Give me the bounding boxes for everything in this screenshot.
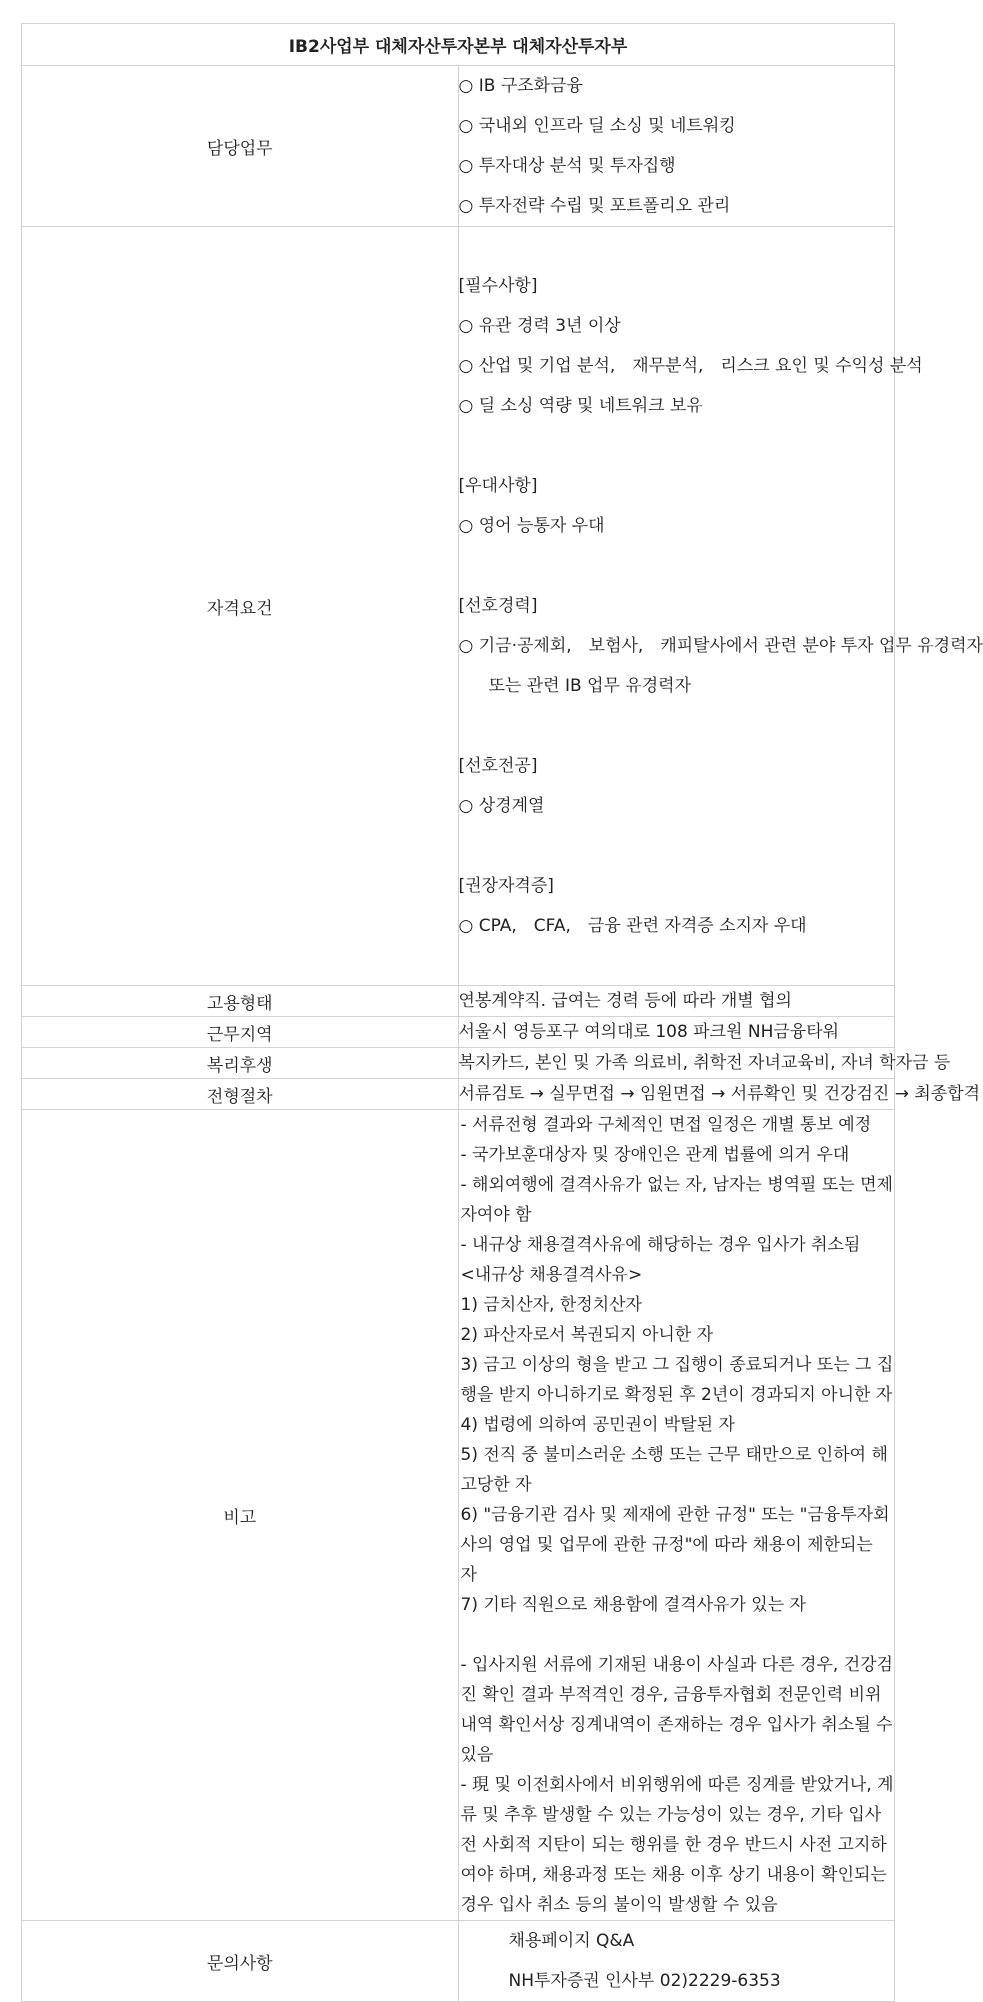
notes-content xyxy=(458,1110,895,1921)
process-row xyxy=(22,1079,895,1110)
note-item: 5) 전직 중 불미스러운 소행 또는 근무 태만으로 인하여 해고당한 자 xyxy=(460,1445,888,1495)
employment-row xyxy=(22,986,895,1017)
duty-item: ○ 국내외 인프라 딜 소싱 및 네트워킹 xyxy=(458,116,736,136)
duties-label: 담당업무 xyxy=(22,66,459,227)
inquiry-item: NH투자증권 인사부 02)2229-6353 xyxy=(508,1971,781,1991)
employment-text: 연봉계약직. 급여는 경력 등에 따라 개별 협의 xyxy=(458,991,792,1011)
notes-label: 비고 xyxy=(22,1110,459,1921)
note-item: 1) 금치산자, 한정치산자 xyxy=(460,1295,642,1315)
inquiry-item: 채용페이지 Q&A xyxy=(508,1931,635,1951)
qualifications-label: 자격요건 xyxy=(22,227,459,986)
career-item-continuation: 또는 관련 IB 업무 유경력자 xyxy=(488,676,692,696)
job-posting-table xyxy=(21,23,983,2002)
employment-label: 고용형태 xyxy=(22,986,459,1017)
note-item: - 서류전형 결과와 구체적인 면접 일정은 개별 통보 예정 xyxy=(460,1115,872,1135)
note-item: - 국가보훈대상자 및 장애인은 관계 법률에 의거 우대 xyxy=(460,1145,850,1165)
required-header: [필수사항] xyxy=(458,276,538,296)
welfare-value xyxy=(458,1048,951,1079)
inquiry-row xyxy=(22,1921,895,2002)
location-row xyxy=(22,1017,895,1048)
note-item: - 내규상 채용결격사유에 해당하는 경우 입사가 취소됨 xyxy=(460,1235,861,1255)
note-item: - 해외여행에 결격사유가 없는 자, 남자는 병역필 또는 면제자여야 함 xyxy=(460,1175,893,1225)
welfare-row xyxy=(22,1048,895,1079)
required-item: ○ 딜 소싱 역량 및 네트워크 보유 xyxy=(458,396,703,416)
inquiry-label: 문의사항 xyxy=(22,1921,459,2002)
cert-item: ○ CPA, CFA, 금융 관련 자격증 소지자 우대 xyxy=(458,916,807,936)
welfare-text: 복지카드, 본인 및 가족 의료비, 취학전 자녀교육비, 자녀 학자금 등 xyxy=(458,1053,951,1073)
note-item: 3) 금고 이상의 형을 받고 그 집행이 종료되거나 또는 그 집행을 받지 아니하기로 확정된 후 2년이 경과되지 아니한 자 xyxy=(460,1355,894,1405)
major-header: [선호전공] xyxy=(458,756,538,776)
qualifications-row xyxy=(22,227,895,986)
major-item: ○ 상경계열 xyxy=(458,796,545,816)
location-value xyxy=(458,1017,895,1048)
note-item: - 現 및 이전회사에서 비위행위에 따른 징계를 받았거나, 계류 및 추후 발생할 수 있는 가능성이 있는 경우, 기타 입사 전 사회적 지탄이 되는 행위를 한 경우 반드시 사전 고지하여야 하며, 채용과정 또는 채용 이후 상기 내용이 확인되는 경우 입사 취소 등의 불이익 발생할 수 있음 xyxy=(460,1775,894,1915)
location-text: 서울시 영등포구 여의대로 108 파크원 NH금융타워 xyxy=(458,1022,840,1042)
note-item: - 입사지원 서류에 기재된 내용이 사실과 다른 경우, 건강검진 확인 결과 부적격인 경우, 금융투자협회 전문인력 비위내역 확인서상 징계내역이 존재하는 경우 입사가 취소될 수 있음 xyxy=(460,1655,893,1765)
welfare-label: 복리후생 xyxy=(22,1048,459,1079)
note-item: 7) 기타 직원으로 채용함에 결격사유가 있는 자 xyxy=(460,1595,806,1615)
duty-item: ○ 투자전략 수립 및 포트폴리오 관리 xyxy=(458,196,731,216)
duty-item: ○ 투자대상 분석 및 투자집행 xyxy=(458,156,676,176)
process-value xyxy=(458,1079,981,1110)
required-item: ○ 산업 및 기업 분석, 재무분석, 리스크 요인 및 수익성 분석 xyxy=(458,356,923,376)
preferred-item: ○ 영어 능통자 우대 xyxy=(458,516,605,536)
duty-item: ○ IB 구조화금융 xyxy=(458,76,583,96)
title-row xyxy=(22,24,895,66)
note-item: 6) "금융기관 검사 및 제재에 관한 규정" 또는 "금융투자회사의 영업 및 업무에 관한 규정"에 따라 채용이 제한되는 자 xyxy=(460,1505,890,1585)
career-header: [선호경력] xyxy=(458,596,538,616)
cert-header: [권장자격증] xyxy=(458,876,554,896)
duties-content xyxy=(458,66,895,227)
location-label: 근무지역 xyxy=(22,1017,459,1048)
career-item: ○ 기금·공제회, 보험사, 캐피탈사에서 관련 분야 투자 업무 유경력자 xyxy=(458,636,983,656)
preferred-header: [우대사항] xyxy=(458,476,538,496)
note-item: 2) 파산자로서 복권되지 아니한 자 xyxy=(460,1325,714,1345)
notes-row xyxy=(22,1110,895,1921)
duties-row xyxy=(22,66,895,227)
process-text: 서류검토 → 실무면접 → 임원면접 → 서류확인 및 건강검진 → 최종합격 xyxy=(458,1084,981,1104)
note-item: 4) 법령에 의하여 공민권이 박탈된 자 xyxy=(460,1415,735,1435)
required-item: ○ 유관 경력 3년 이상 xyxy=(458,316,621,336)
posting-title: IB2사업부 대체자산투자본부 대체자산투자부 xyxy=(22,24,895,66)
note-subheader: <내규상 채용결격사유> xyxy=(460,1265,643,1285)
employment-value xyxy=(458,986,895,1017)
qualifications-content xyxy=(458,227,983,986)
inquiry-content xyxy=(458,1921,895,2002)
process-label: 전형절차 xyxy=(22,1079,459,1110)
